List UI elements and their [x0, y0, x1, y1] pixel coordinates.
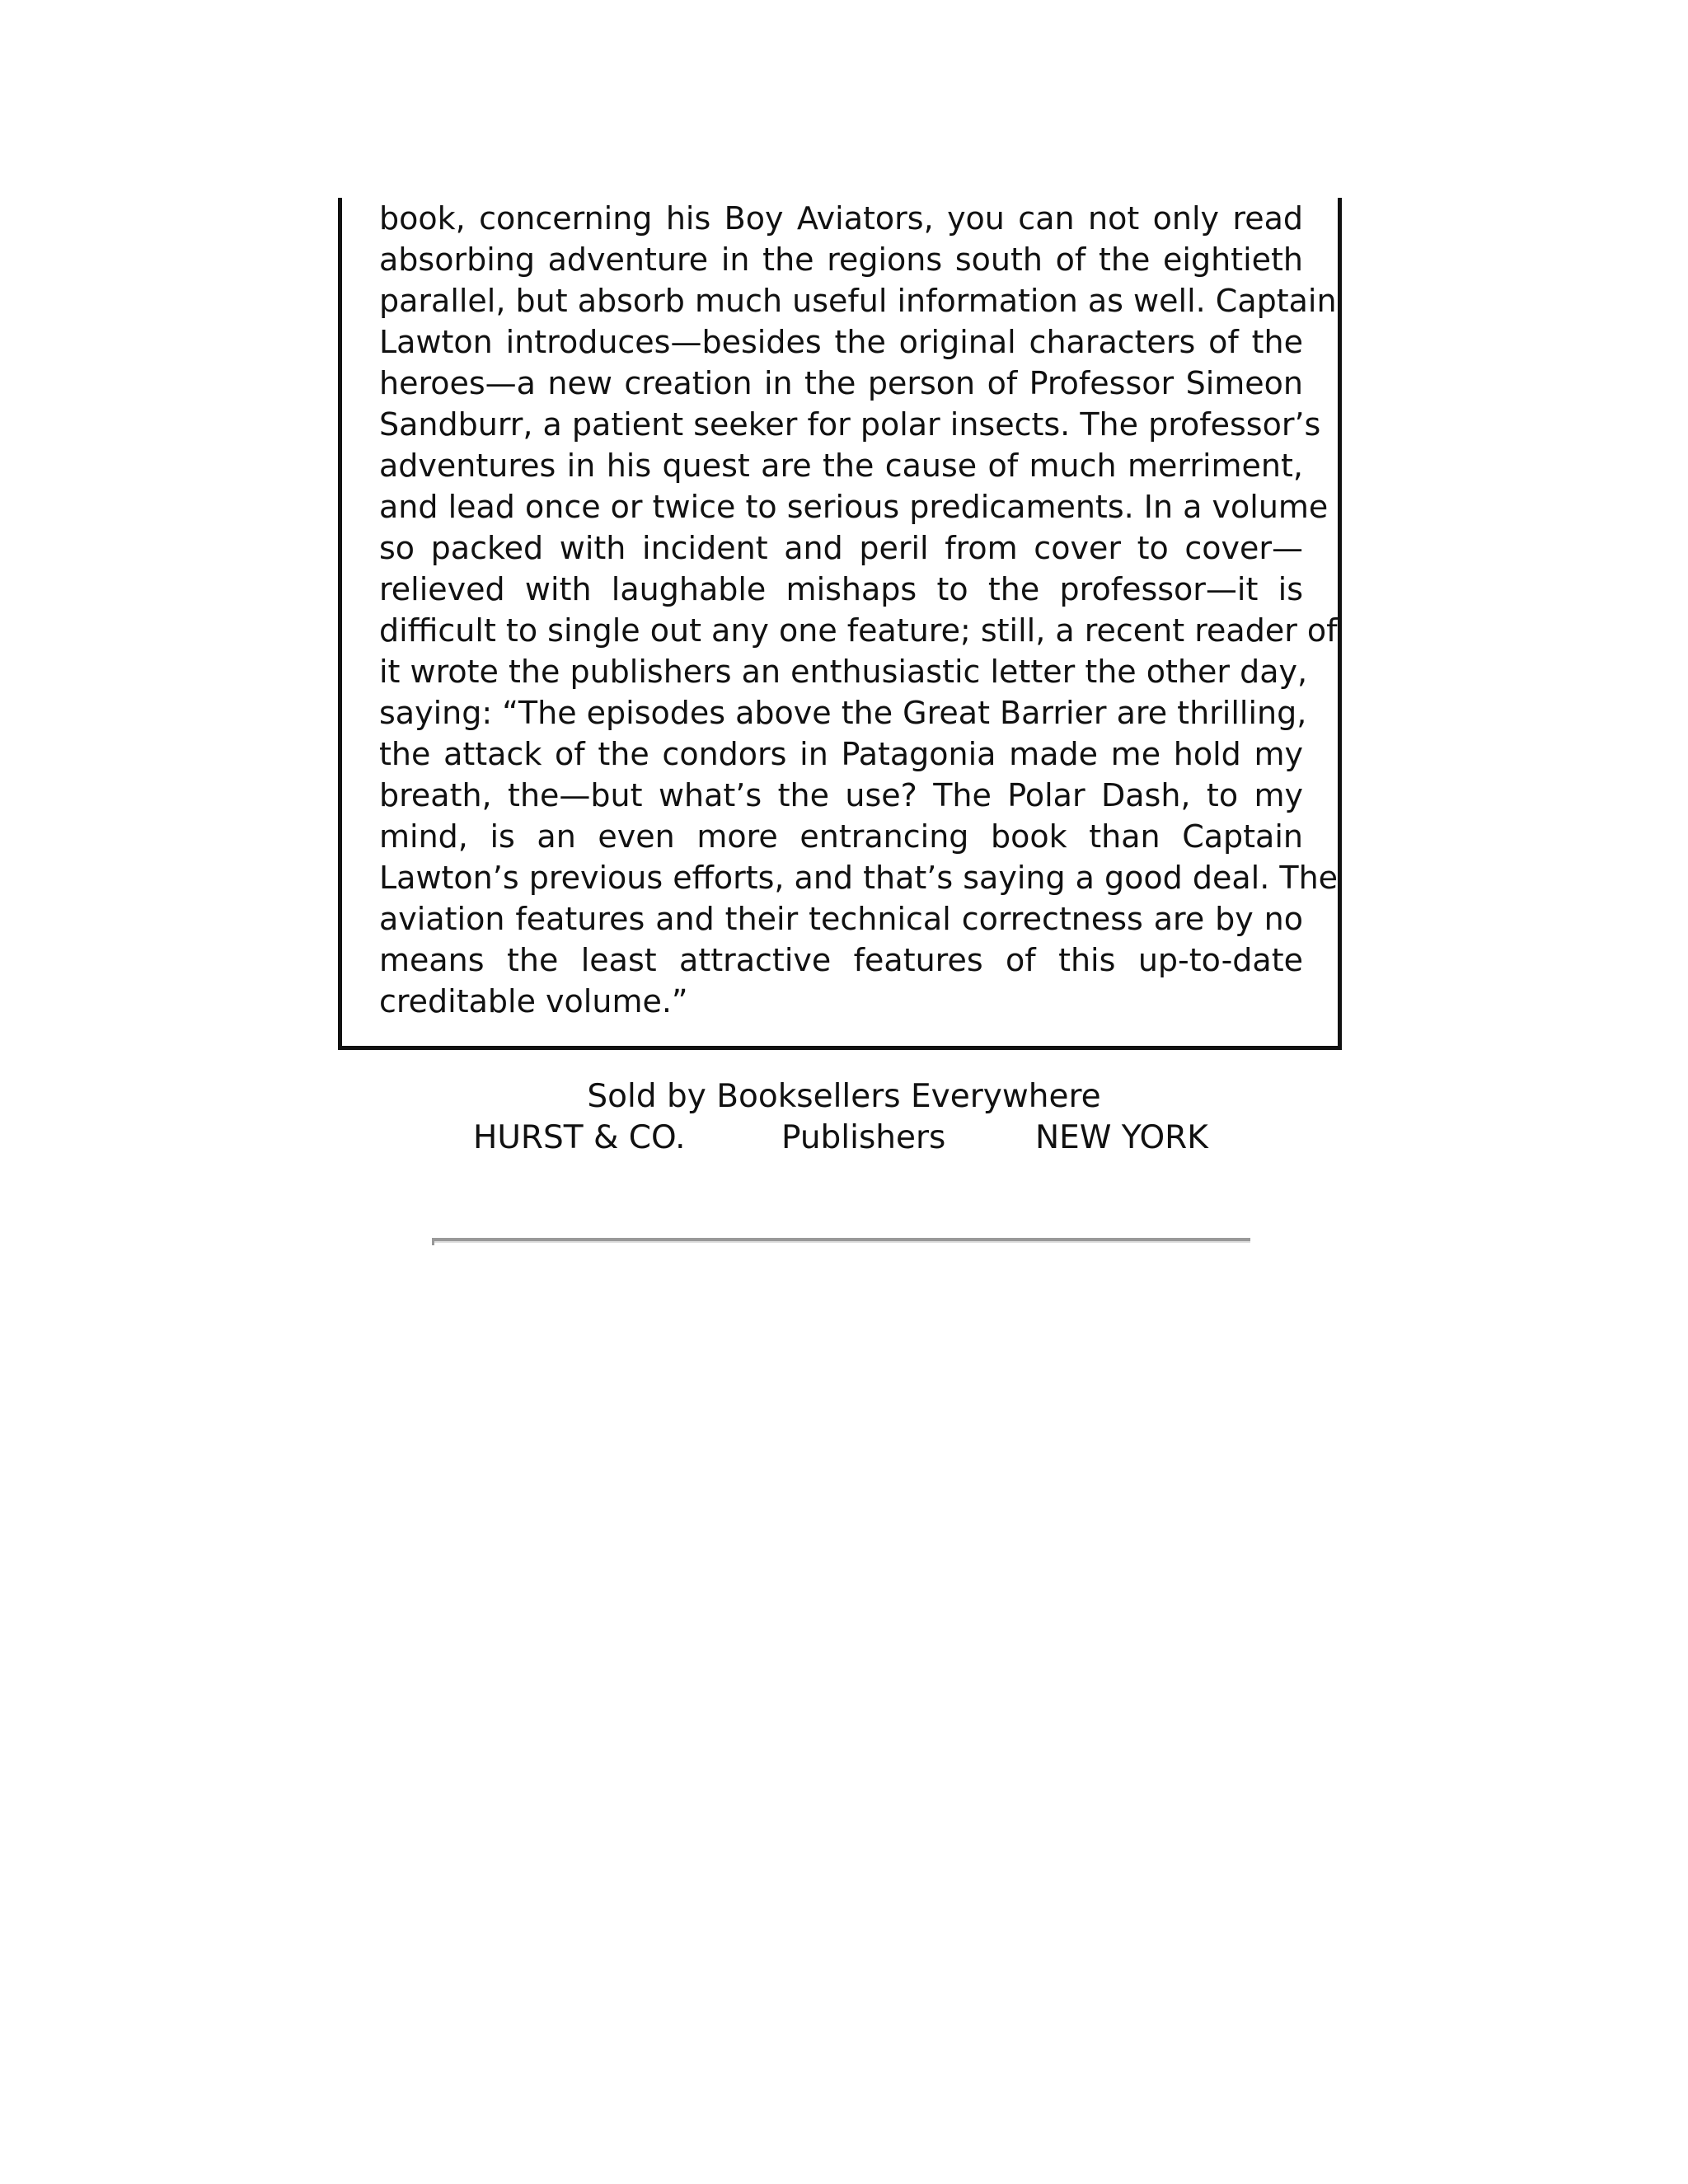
advertisement-box	[338, 198, 1342, 1050]
text-line: absorbing adventure in the regions south of the eightieth	[379, 241, 1303, 278]
text-line: and lead once or twice to serious predicaments. In a volume	[379, 489, 1329, 525]
text-line: so packed with incident and peril from cover to cover—	[379, 530, 1303, 566]
publisher-name: HURST & CO.	[473, 1119, 686, 1156]
text-line: book, concerning his Boy Aviators, you can not only read	[379, 200, 1303, 237]
publisher-role: Publishers	[781, 1119, 946, 1156]
text-line: saying: “The episodes above the Great Barrier are thrilling,	[379, 695, 1307, 731]
text-line: the attack of the condors in Patagonia made me hold my	[379, 736, 1303, 772]
text-line: Sandburr, a patient seeker for polar insects. The professor’s	[379, 406, 1321, 443]
text-line: breath, the—but what’s the use? The Polar Dash, to my	[379, 777, 1303, 813]
text-line: Lawton’s previous efforts, and that’s saying a good deal. The	[379, 860, 1339, 896]
text-line: means the least attractive features of this up-to-date	[379, 942, 1303, 978]
text-line: mind, is an even more entrancing book than Captain	[379, 818, 1303, 855]
text-line: difficult to single out any one feature; still, a recent reader of	[379, 612, 1338, 649]
text-line-last: creditable volume.”	[379, 983, 688, 1019]
text-line: Lawton introduces—besides the original characters of the	[379, 324, 1303, 360]
text-line: aviation features and their technical correctness are by no	[379, 901, 1303, 937]
publisher-place: NEW YORK	[1035, 1119, 1208, 1156]
text-line: heroes—a new creation in the person of Professor Simeon	[379, 365, 1303, 401]
advertisement-text	[379, 198, 1339, 1022]
text-line: it wrote the publishers an enthusiastic letter the other day,	[379, 654, 1308, 690]
horizontal-rule-cap	[432, 1238, 434, 1245]
horizontal-rule	[432, 1238, 1250, 1243]
text-line: adventures in his quest are the cause of much merriment,	[379, 448, 1303, 484]
text-line: relieved with laughable mishaps to the professor—it is	[379, 571, 1303, 607]
text-line: parallel, but absorb much useful information as well. Captain	[379, 283, 1337, 319]
sold-by-notice: Sold by Booksellers Everywhere	[587, 1078, 1101, 1115]
